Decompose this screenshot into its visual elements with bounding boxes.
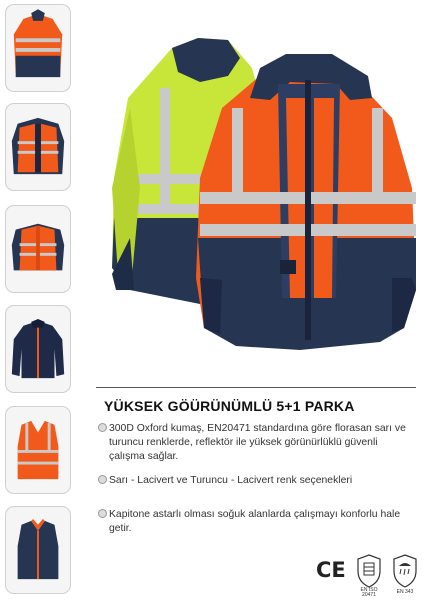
parka-orange-navy-icon (6, 5, 70, 91)
en-iso-label: EN ISO 20471 (360, 587, 378, 598)
bullet-icon (98, 475, 107, 484)
thumbnail-5[interactable] (5, 406, 71, 494)
en-343-icon (392, 554, 418, 593)
feature-item-2 (98, 474, 416, 488)
feature-text: Sarı - Lacivert ve Turuncu - Lacivert renk seçenekleri (109, 475, 353, 486)
en-343-label: EN 343 (396, 589, 414, 595)
feature-item-1 (98, 422, 416, 464)
feature-text: Kapitone astarlı olması soğuk alanlarda çalışmayı konforlu hale getir. (109, 509, 401, 534)
thumbnail-6[interactable] (5, 506, 71, 594)
bullet-icon (98, 423, 107, 432)
feature-item-3 (98, 508, 416, 536)
title-divider (96, 387, 416, 388)
parka-open-layers-icon (6, 104, 70, 190)
navy-fleece-jacket-icon (6, 306, 70, 392)
orange-reflective-vest-icon (6, 407, 70, 493)
navy-vest-orange-trim-icon (6, 507, 70, 593)
product-title: YÜKSEK GÖÜRÜNÜMLÜ 5+1 PARKA (104, 398, 355, 414)
bullet-icon (98, 509, 107, 518)
product-main-image (100, 28, 424, 378)
thumbnail-1[interactable] (5, 4, 71, 92)
orange-vest-jacket-icon (6, 206, 70, 292)
thumbnail-4[interactable] (5, 305, 71, 393)
thumbnail-3[interactable] (5, 205, 71, 293)
thumbnail-2[interactable] (5, 103, 71, 191)
feature-text: 300D Oxford kumaş, EN20471 standardına göre florasan sarı ve turuncu renklerde, reflektör ile yüksek görünürlüklü güvenli çalışma sağlar. (109, 423, 406, 462)
ce-mark-icon: CE (316, 558, 346, 582)
